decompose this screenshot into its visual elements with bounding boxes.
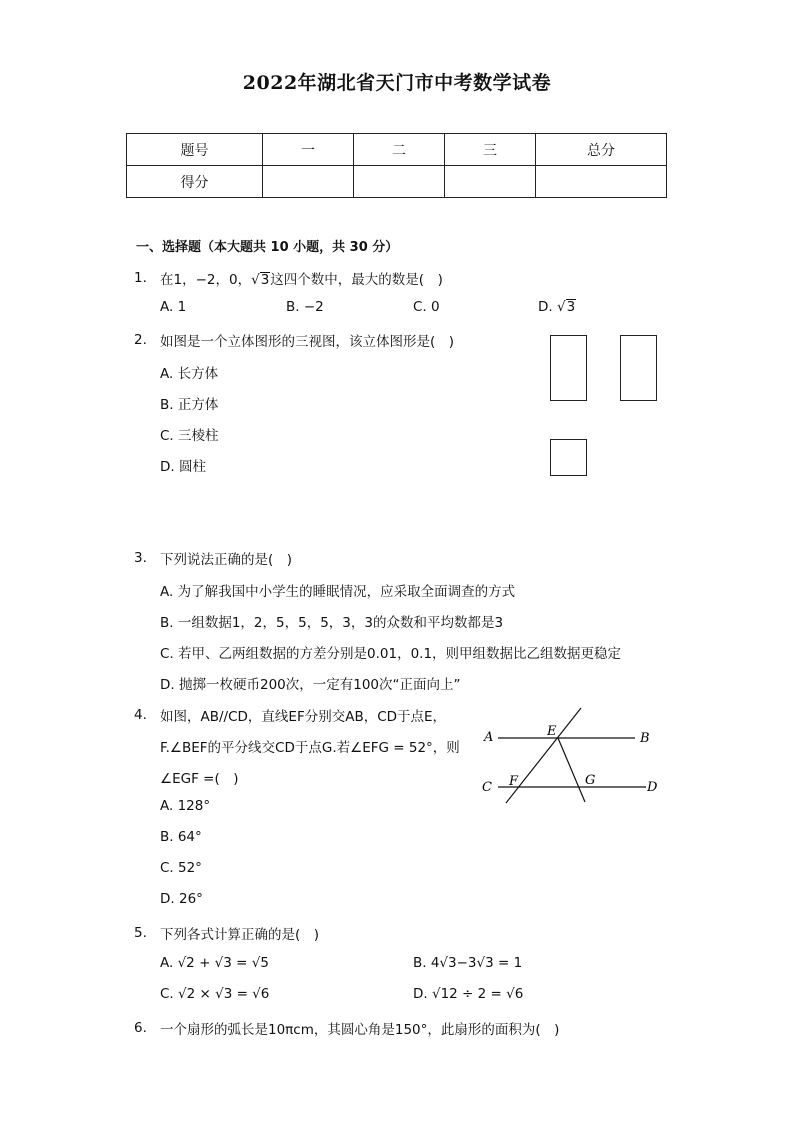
question-text — [160, 268, 443, 288]
option-a[interactable]: A. √2 + √3 = √5 — [160, 955, 269, 971]
option-b[interactable]: B. −2 — [286, 299, 324, 315]
score-input-cell[interactable] — [263, 166, 354, 198]
page-title: 2022年湖北省天门市中考数学试卷 — [242, 72, 552, 94]
option-a[interactable]: A. 为了解我国中小学生的睡眠情况，应采取全面调查的方式 — [160, 584, 516, 600]
table-cell: 一 — [263, 134, 354, 166]
option-b[interactable]: B. 一组数据1，2，5，5，5，3，3的众数和平均数都是3 — [160, 615, 504, 631]
question-number: 3. — [134, 550, 147, 566]
score-input-cell[interactable] — [354, 166, 445, 198]
option-d[interactable]: D. 圆柱 — [160, 459, 206, 475]
question-number: 5. — [134, 925, 147, 941]
radicand: 3 — [260, 272, 270, 288]
score-table — [126, 133, 667, 198]
label-f: F — [509, 774, 519, 789]
line-eg — [558, 738, 585, 802]
front-view-figure — [550, 335, 587, 401]
label-b: B — [640, 731, 650, 746]
option-c[interactable]: C. √2 × √3 = √6 — [160, 986, 270, 1002]
sqrt-symbol: √ — [556, 299, 566, 315]
option-a[interactable]: A. 长方体 — [160, 366, 219, 382]
option-d[interactable]: D. 26° — [160, 891, 203, 907]
parallel-lines-figure — [478, 705, 663, 805]
label-g: G — [585, 773, 596, 788]
option-a[interactable]: A. 1 — [160, 299, 187, 315]
table-cell: 题号 — [127, 134, 263, 166]
question-text-part: 在1，−2，0， — [160, 272, 252, 288]
question-text: 下列各式计算正确的是( ) — [160, 927, 320, 943]
side-view-figure — [620, 335, 657, 401]
label-c: C — [482, 780, 492, 795]
top-view-figure — [550, 439, 587, 476]
table-cell: 三 — [445, 134, 536, 166]
question-text: 一个扇形的弧长是10πcm，其圆心角是150°，此扇形的面积为( ) — [160, 1022, 560, 1038]
option-c[interactable]: C. 52° — [160, 860, 202, 876]
question-text-line: ∠EGF =( ) — [160, 771, 239, 787]
table-row — [127, 134, 667, 166]
table-row — [127, 166, 667, 198]
option-d[interactable] — [538, 299, 576, 315]
question-text-line: 如图，AB//CD，直线EF分别交AB，CD于点E， — [160, 709, 447, 725]
label-e: E — [547, 724, 557, 739]
option-d[interactable]: D. 抛掷一枚硬币200次，一定有100次“正面向上” — [160, 677, 461, 693]
label-a: A — [484, 730, 494, 745]
sqrt-symbol: √ — [251, 272, 260, 288]
table-cell: 二 — [354, 134, 445, 166]
score-input-cell[interactable] — [445, 166, 536, 198]
question-text-line: F.∠BEF的平分线交CD于点G.若∠EFG = 52°，则 — [160, 740, 460, 756]
section-heading: 一、选择题（本大题共 10 小题，共 30 分） — [136, 240, 399, 255]
option-b[interactable]: B. 64° — [160, 829, 202, 845]
option-b[interactable]: B. 正方体 — [160, 397, 219, 413]
question-text-part: 这四个数中，最大的数是( ) — [270, 272, 443, 288]
radicand: 3 — [566, 299, 576, 315]
option-label: D. — [538, 299, 557, 315]
option-c[interactable]: C. 0 — [413, 299, 440, 315]
question-number: 6. — [134, 1020, 147, 1036]
label-d: D — [647, 780, 658, 795]
option-b[interactable]: B. 4√3−3√3 = 1 — [413, 955, 523, 971]
question-number: 1. — [134, 270, 147, 286]
option-c[interactable]: C. 若甲、乙两组数据的方差分别是0.01，0.1，则甲组数据比乙组数据更稳定 — [160, 646, 622, 662]
question-text: 下列说法正确的是( ) — [160, 552, 293, 568]
option-d[interactable]: D. √12 ÷ 2 = √6 — [413, 986, 524, 1002]
question-number: 2. — [134, 332, 147, 348]
score-input-cell[interactable] — [536, 166, 667, 198]
option-a[interactable]: A. 128° — [160, 798, 211, 814]
table-cell: 得分 — [127, 166, 263, 198]
question-number: 4. — [134, 707, 147, 723]
option-c[interactable]: C. 三棱柱 — [160, 428, 219, 444]
table-cell: 总分 — [536, 134, 667, 166]
question-text: 如图是一个立体图形的三视图，该立体图形是( ) — [160, 334, 455, 350]
